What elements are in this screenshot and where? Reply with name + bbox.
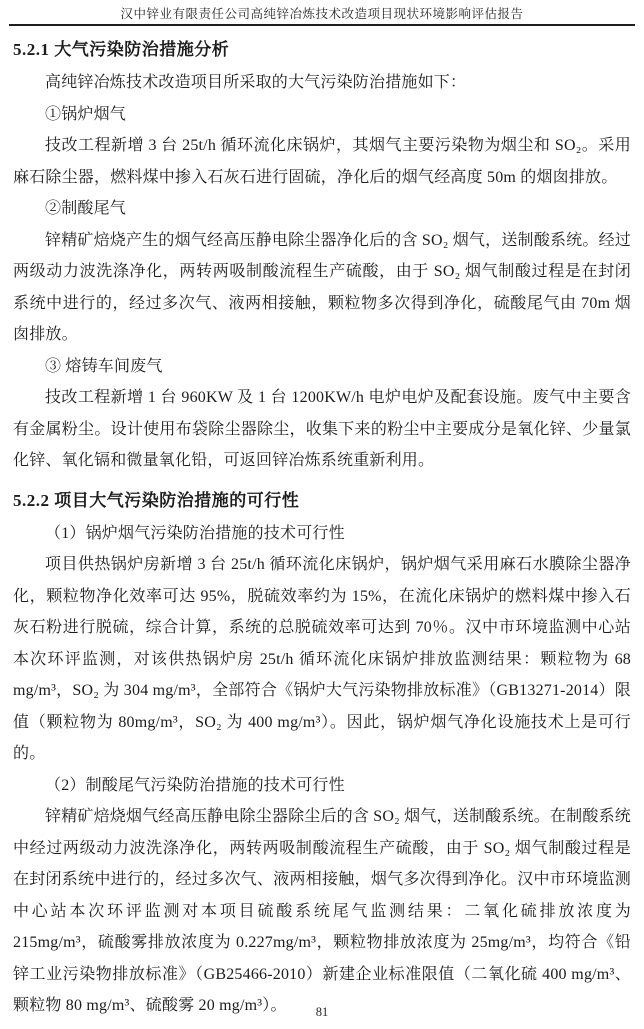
paragraph: 锌精矿焙烧产生的烟气经高压静电除尘器净化后的含 SO₂ 烟气，送制酸系统。经过两级动力波洗涤净化，两转两吸制酸流程生产硫酸，由于 SO₂ 烟气制酸过程是在封闭系统中进行的，经过多次气、液两相接触，颗粒物多次得到净化，硫酸尾气由 70m 烟囱排放。 (13, 231, 631, 343)
section-heading: 5.2.2 项目大气污染防治措施的可行性 (13, 490, 300, 510)
page-header-title: 汉中锌业有限责任公司高纯锌冶炼技术改造项目现状环境影响评估报告 (120, 7, 524, 21)
paragraph: （1）锅炉烟气污染防治措施的技术可行性 (45, 524, 345, 542)
header-rule (9, 24, 635, 26)
paragraph: （2）制酸尾气污染防治措施的技术可行性 (45, 776, 345, 794)
paragraph: 技改工程新增 3 台 25t/h 循环流化床锅炉，其烟气主要污染物为烟尘和 SO₂。采用麻石除尘器，燃料煤中掺入石灰石进行固硫，净化后的烟气经高度 50m 的烟囱排放。 (13, 137, 631, 186)
paragraph: ①锅炉烟气 (45, 105, 127, 123)
paragraph: 锌精矿焙烧烟气经高压静电除尘器除尘后的含 SO₂ 烟气，送制酸系统。在制酸系统中经过两级动力波洗涤净化，两转两吸制酸流程生产硫酸，由于 SO₂ 烟气制酸过程是在封闭系统中进行的，经过多次气、液两相接触，烟气多次得到净化。汉中市环境监测中心站本次环评监测对本项目硫酸系统尾气监测结果：二氧化硫排放浓度为 215mg/m³，硫酸雾排放浓度为 0.227mg/m³，颗粒物排放浓度为 25mg/m³，均符合《铅锌工业污染物排放标准》（GB25466-2010）新建企业标准限值（二氧化硫 400 mg/m³、颗粒物 80 mg/m³、硫酸雾 20 mg/m³）。 (13, 808, 631, 1014)
paragraph: ②制酸尾气 (45, 200, 127, 217)
paragraph: 项目供热锅炉房新增 3 台 25t/h 循环流化床锅炉，锅炉烟气采用麻石水膜除尘器净化，颗粒物净化效率可达 95%，脱硫效率约为 15%，在流化床锅炉的燃料煤中掺入石灰石粉进行脱硫，综合计算，系统的总脱硫效率可达到 70％。汉中市环境监测中心站本次环评监测，对该供热锅炉房 25t/h 循环流化床锅炉排放监测结果：颗粒物为 68 mg/m³，SO₂ 为 304 mg/m³，全部符合《锅炉大气污染物排放标准》（GB13271-2014）限值（颗粒物为 80mg/m³，SO₂ 为 400 mg/m³）。因此，锅炉烟气净化设施技术上是可行的。 (13, 556, 631, 762)
document-body (0, 38, 644, 1022)
paragraph: ③ 熔铸车间废气 (45, 357, 163, 375)
paragraph: 技改工程新增 1 台 960KW 及 1 台 1200KW/h 电炉电炉及配套设施。废气中主要含有金属粉尘。设计使用布袋除尘器除尘，收集下来的粉尘中主要成分是氧化锌、少量氯化锌、氧化镉和微量氧化铅，可返回锌冶炼系统重新利用。 (13, 389, 631, 469)
section-heading: 5.2.1 大气污染防治措施分析 (13, 40, 230, 59)
paragraph: 高纯锌冶炼技术改造项目所采取的大气污染防治措施如下： (45, 74, 467, 91)
page-number: 81 (315, 1005, 329, 1019)
